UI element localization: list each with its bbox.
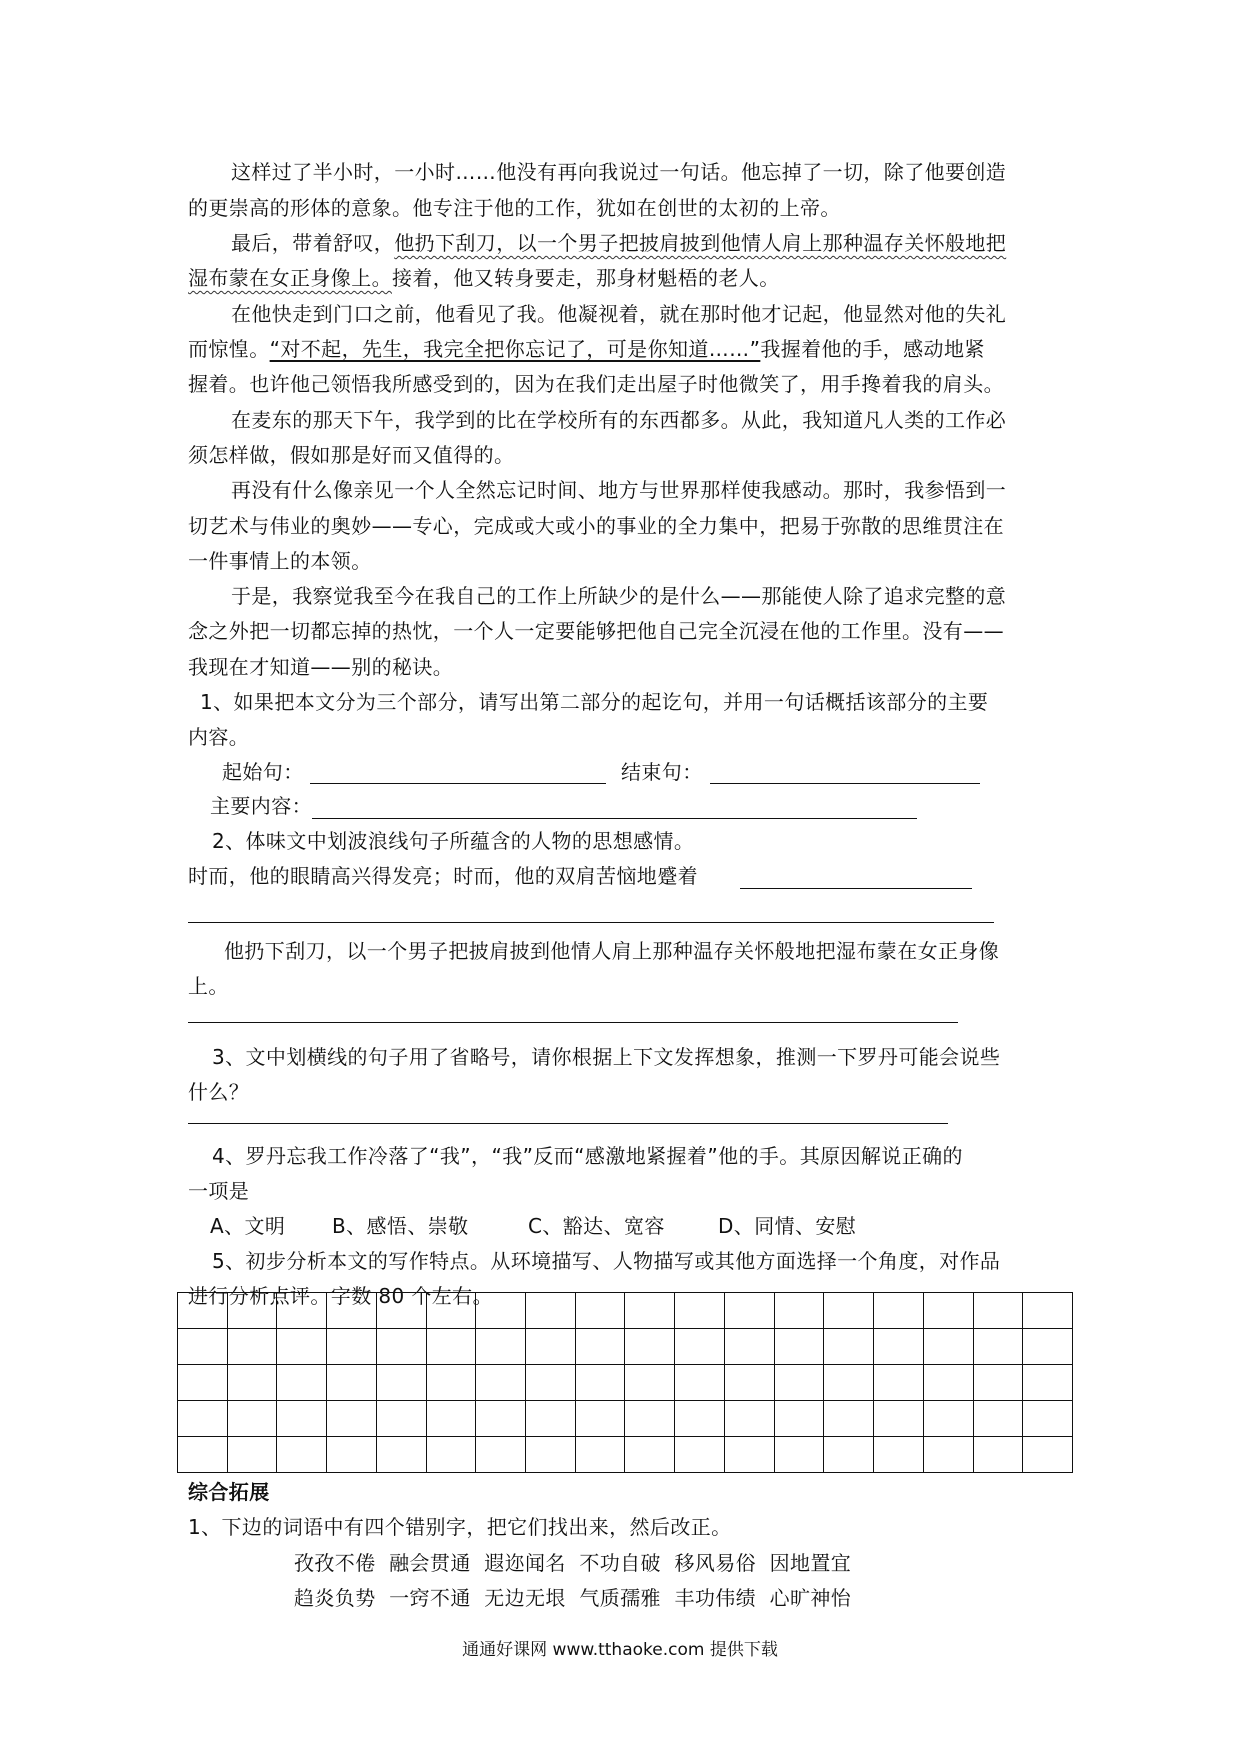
grid-cell[interactable] (426, 1329, 476, 1365)
option-c[interactable]: C、豁达、宽容 (528, 1214, 665, 1238)
grid-cell[interactable] (575, 1437, 625, 1473)
grid-cell[interactable] (724, 1293, 774, 1329)
passage-line: 的更崇高的形体的意象。他专注于他的工作，犹如在创世的太初的上帝。 (188, 196, 841, 220)
grid-cell[interactable] (625, 1401, 675, 1437)
question-4-text: 4、罗丹忘我工作冷落了“我”，“我”反而“感激地紧握着”他的手。其原因解说正确的 (212, 1144, 963, 1168)
grid-cell[interactable] (724, 1437, 774, 1473)
passage-line: 在他快走到门口之前，他看见了我。他凝视着，就在那时他才记起，他显然对他的失礼 (231, 302, 1007, 326)
grid-cell[interactable] (376, 1437, 426, 1473)
section-heading: 综合拓展 (188, 1480, 270, 1504)
passage-text: 接着，他又转身要走，那身材魁梧的老人。 (392, 266, 780, 290)
grid-row (178, 1437, 1073, 1473)
grid-cell[interactable] (874, 1293, 924, 1329)
grid-cell[interactable] (625, 1365, 675, 1401)
grid-cell[interactable] (277, 1329, 327, 1365)
grid-cell[interactable] (874, 1365, 924, 1401)
passage-line (188, 335, 985, 363)
grid-cell[interactable] (774, 1365, 824, 1401)
question-3-text: 什么？ (188, 1080, 250, 1104)
question-1-text: 内容。 (188, 725, 250, 749)
grid-cell[interactable] (526, 1329, 576, 1365)
grid-cell[interactable] (774, 1437, 824, 1473)
word-list-row: 孜孜不倦 融会贯通 遐迩闻名 不功自破 移风易俗 因地置宜 (294, 1551, 852, 1575)
passage-line: 再没有什么像亲见一个人全然忘记时间、地方与世界那样使我感动。那时，我参悟到一 (231, 478, 1007, 502)
grid-cell[interactable] (724, 1365, 774, 1401)
grid-cell[interactable] (277, 1401, 327, 1437)
grid-cell[interactable] (923, 1401, 973, 1437)
main-content-answer-line[interactable] (312, 818, 917, 819)
grid-cell[interactable] (327, 1365, 377, 1401)
grid-cell[interactable] (327, 1293, 377, 1329)
question-4-text: 一项是 (188, 1179, 250, 1203)
grid-cell[interactable] (1023, 1401, 1073, 1437)
end-sentence-answer-line[interactable] (710, 783, 980, 784)
grid-cell[interactable] (923, 1329, 973, 1365)
grid-row (178, 1293, 1073, 1329)
grid-cell[interactable] (575, 1293, 625, 1329)
passage-line: 一件事情上的本领。 (188, 549, 372, 573)
grid-cell[interactable] (724, 1401, 774, 1437)
grid-row (178, 1329, 1073, 1365)
grid-cell[interactable] (675, 1437, 725, 1473)
grid-cell[interactable] (923, 1293, 973, 1329)
grid-cell[interactable] (675, 1401, 725, 1437)
grid-row (178, 1365, 1073, 1401)
grid-cell[interactable] (476, 1293, 526, 1329)
grid-cell[interactable] (973, 1365, 1023, 1401)
grid-cell[interactable] (476, 1437, 526, 1473)
grid-cell[interactable] (724, 1329, 774, 1365)
passage-line: 在麦东的那天下午，我学到的比在学校所有的东西都多。从此，我知道凡人类的工作必 (231, 408, 1007, 432)
grid-cell[interactable] (178, 1365, 228, 1401)
grid-cell[interactable] (625, 1329, 675, 1365)
word-list-row: 趋炎负势 一窍不通 无边无垠 气质孺雅 丰功伟绩 心旷神怡 (294, 1586, 852, 1610)
grid-cell[interactable] (824, 1401, 874, 1437)
grid-cell[interactable] (376, 1329, 426, 1365)
passage-line (231, 229, 1006, 257)
passage-text: 而惊惶。 (188, 337, 270, 361)
question-2-answer-line[interactable] (740, 888, 972, 889)
extension-question-1: 1、下边的词语中有四个错别字，把它们找出来，然后改正。 (188, 1515, 732, 1539)
grid-cell[interactable] (575, 1329, 625, 1365)
grid-cell[interactable] (575, 1365, 625, 1401)
grid-cell[interactable] (675, 1365, 725, 1401)
passage-line: 切艺术与伟业的奥妙——专心，完成或大或小的事业的全力集中，把易于弥散的思维贯注在 (188, 514, 1004, 538)
grid-cell[interactable] (227, 1365, 277, 1401)
grid-cell[interactable] (476, 1365, 526, 1401)
grid-cell[interactable] (327, 1329, 377, 1365)
grid-cell[interactable] (1023, 1329, 1073, 1365)
passage-line (188, 264, 780, 292)
passage-line: 握着。也许他己领悟我所感受到的，因为在我们走出屋子时他微笑了，用手搀着我的肩头。 (188, 372, 1004, 396)
page-footer: 通通好课网 www.tthaoke.com 提供下载 (462, 1640, 778, 1660)
grid-cell[interactable] (824, 1329, 874, 1365)
option-d[interactable]: D、同情、安慰 (718, 1214, 857, 1238)
grid-cell[interactable] (526, 1365, 576, 1401)
question-2-answer-line[interactable] (188, 922, 994, 923)
grid-cell[interactable] (376, 1293, 426, 1329)
grid-cell[interactable] (824, 1293, 874, 1329)
grid-cell[interactable] (575, 1401, 625, 1437)
grid-cell[interactable] (227, 1329, 277, 1365)
grid-cell[interactable] (178, 1401, 228, 1437)
grid-cell[interactable] (178, 1329, 228, 1365)
underlined-sentence: “对不起，先生，我完全把你忘记了，可是你知道……” (269, 337, 761, 361)
grid-cell[interactable] (1023, 1365, 1073, 1401)
grid-cell[interactable] (874, 1437, 924, 1473)
grid-cell[interactable] (178, 1437, 228, 1473)
grid-cell[interactable] (277, 1365, 327, 1401)
passage-line: 须怎样做，假如那是好而又值得的。 (188, 443, 515, 467)
grid-cell[interactable] (874, 1329, 924, 1365)
grid-cell[interactable] (1023, 1293, 1073, 1329)
grid-cell[interactable] (426, 1365, 476, 1401)
grid-cell[interactable] (178, 1293, 228, 1329)
end-sentence-label: 结束句： (621, 760, 703, 784)
grid-cell[interactable] (675, 1293, 725, 1329)
grid-cell[interactable] (824, 1365, 874, 1401)
grid-cell[interactable] (227, 1293, 277, 1329)
grid-cell[interactable] (973, 1293, 1023, 1329)
grid-cell[interactable] (923, 1365, 973, 1401)
grid-cell[interactable] (973, 1401, 1023, 1437)
grid-cell[interactable] (426, 1401, 476, 1437)
grid-cell[interactable] (874, 1401, 924, 1437)
grid-cell[interactable] (923, 1437, 973, 1473)
question-5-text: 5、初步分析本文的写作特点。从环境描写、人物描写或其他方面选择一个角度，对作品 (212, 1249, 1001, 1273)
grid-cell[interactable] (824, 1437, 874, 1473)
question-2-quote: 时而，他的眼睛高兴得发亮；时而，他的双肩苦恼地蹙着 (188, 864, 698, 888)
grid-cell[interactable] (376, 1401, 426, 1437)
writing-grid[interactable] (177, 1292, 1073, 1473)
grid-cell[interactable] (376, 1365, 426, 1401)
passage-line: 我现在才知道——别的秘诀。 (188, 655, 454, 679)
wavy-underlined-sentence: 湿布蒙在女正身像上。 (188, 266, 392, 290)
question-2-answer-line[interactable] (188, 1022, 958, 1023)
grid-cell[interactable] (227, 1401, 277, 1437)
question-5-text: 进行分析点评。字数 80 个左右。 (188, 1284, 493, 1308)
grid-cell[interactable] (675, 1329, 725, 1365)
question-2-quote: 上。 (188, 974, 229, 998)
grid-cell[interactable] (774, 1329, 824, 1365)
grid-cell[interactable] (973, 1437, 1023, 1473)
grid-cell[interactable] (426, 1293, 476, 1329)
option-a[interactable]: A、文明 (210, 1214, 286, 1238)
question-2-text: 2、体味文中划波浪线句子所蕴含的人物的思想感情。 (212, 829, 695, 853)
passage-line: 这样过了半小时，一小时……他没有再向我说过一句话。他忘掉了一切，除了他要创造 (231, 160, 1007, 184)
wavy-underlined-sentence: 他扔下刮刀，以一个男子把披肩披到他情人肩上那种温存关怀般地把 (394, 231, 1007, 255)
grid-cell[interactable] (327, 1437, 377, 1473)
grid-cell[interactable] (526, 1293, 576, 1329)
passage-line: 念之外把一切都忘掉的热忱，一个人一定要能够把他自己完全沉浸在他的工作里。没有—— (188, 619, 1004, 643)
passage-text: 最后，带着舒叹， (231, 231, 395, 255)
grid-cell[interactable] (774, 1401, 824, 1437)
grid-cell[interactable] (526, 1401, 576, 1437)
grid-cell[interactable] (426, 1437, 476, 1473)
passage-line: 于是，我察觉我至今在我自己的工作上所缺少的是什么——那能使人除了追求完整的意 (231, 584, 1007, 608)
question-2-quote: 他扔下刮刀，以一个男子把披肩披到他情人肩上那种温存关怀般地把湿布蒙在女正身像 (224, 939, 1000, 963)
question-3-text: 3、文中划横线的句子用了省略号，请你根据上下文发挥想象，推测一下罗丹可能会说些 (212, 1045, 1001, 1069)
main-content-label: 主要内容： (210, 794, 312, 818)
grid-cell[interactable] (526, 1437, 576, 1473)
question-1-text: 1、如果把本文分为三个部分，请写出第二部分的起讫句，并用一句话概括该部分的主要 (200, 690, 989, 714)
start-sentence-label: 起始句： (222, 760, 304, 784)
grid-cell[interactable] (476, 1329, 526, 1365)
grid-cell[interactable] (973, 1329, 1023, 1365)
grid-cell[interactable] (625, 1293, 675, 1329)
grid-cell[interactable] (1023, 1437, 1073, 1473)
grid-cell[interactable] (277, 1437, 327, 1473)
grid-cell[interactable] (277, 1293, 327, 1329)
grid-row (178, 1401, 1073, 1437)
passage-text: 我握着他的手，感动地紧 (760, 337, 985, 361)
grid-cell[interactable] (327, 1401, 377, 1437)
start-sentence-answer-line[interactable] (310, 783, 606, 784)
grid-cell[interactable] (625, 1437, 675, 1473)
option-b[interactable]: B、感悟、崇敬 (332, 1214, 469, 1238)
grid-cell[interactable] (476, 1401, 526, 1437)
question-3-answer-line[interactable] (188, 1123, 948, 1124)
grid-cell[interactable] (227, 1437, 277, 1473)
grid-cell[interactable] (774, 1293, 824, 1329)
